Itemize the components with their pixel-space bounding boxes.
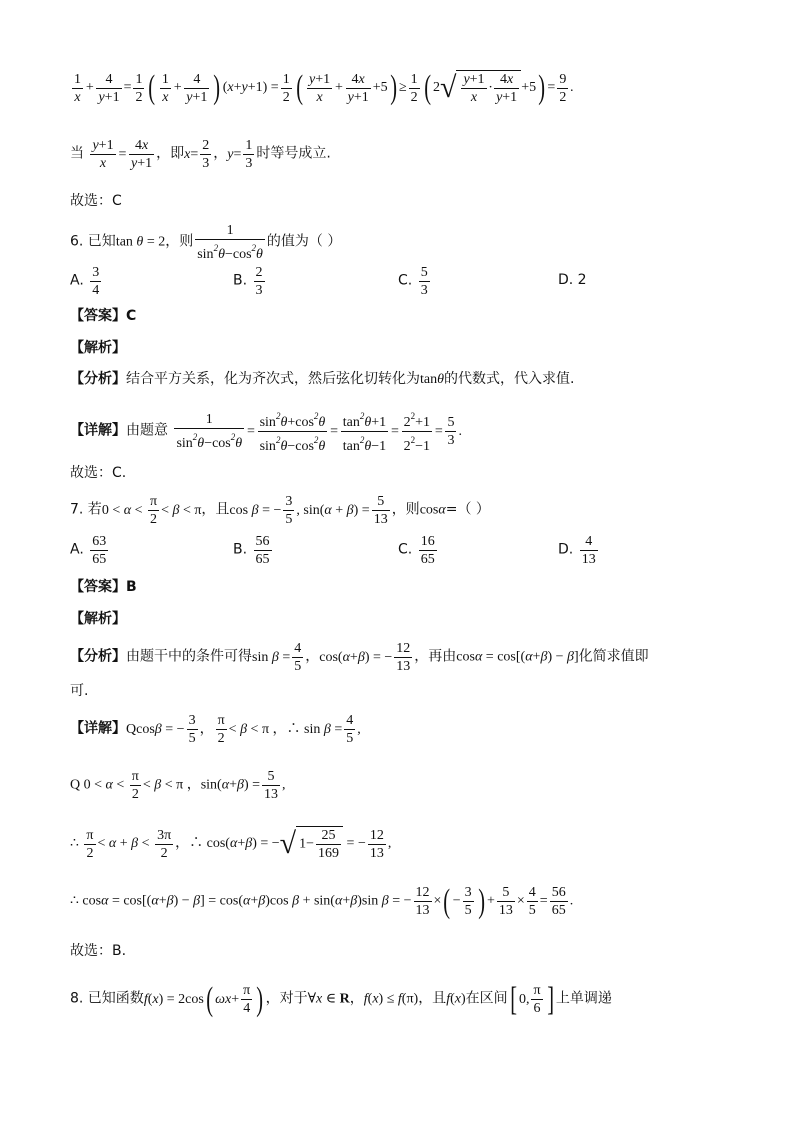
q6-detail: 【详解】由题意 $\frac{1}{\sin^2\theta-\cos^2\theta}$ = $\frac{\sin^2\theta+\cos^2\theta}{\sin^2\theta-\cos^2\theta}$ = $\frac{\tan^2\theta+1}{\tan^2\theta-1}$ = $\frac{2^2+1}{2^2-1}$ = $\frac{5}{3}$ . <box>70 408 462 455</box>
question-7: 7. 若0 < α < $\frac{\pi}{2}$ < β < π，且cos β = − $\frac{3}{5}$ , sin(α + β) = $\frac{5}{13}$ ，则cosα=（ ） <box>70 494 490 527</box>
q7-analysis: 【分析】由题干中的条件可得sin β = $\frac{4}{5}$ ，cos(α+β) = − $\frac{12}{13}$ ，再由cosα = cos[(α+β) − β]化简求值即 <box>70 641 649 674</box>
q6-option-d: D. 2 <box>558 272 587 288</box>
q6-option-c: C. $\frac{5}{3}$ <box>398 265 428 298</box>
q6-choose: 故选：C. <box>70 465 127 481</box>
q7-option-c: C. $\frac{16}{65}$ <box>398 534 435 567</box>
q7-detail-4: ∴ cosα = cos[(α+β) − β] = cos(α+β)cos β + sin(α+β)sin β = − $\frac{12}{13}$ ×( − $\frac{3}{5}$ ) + $\frac{5}{13}$ × $\frac{4}{5}$ = $\frac{56}{65}$ . <box>70 882 574 920</box>
q7-option-a: A. $\frac{63}{65}$ <box>70 534 107 567</box>
q6-option-b: B. $\frac{2}{3}$ <box>233 265 263 298</box>
q7-explanation-title: 【解析】 <box>70 611 126 627</box>
q7-choose: 故选：B. <box>70 943 127 959</box>
answer-choice-5: 故选：C <box>70 193 122 209</box>
q7-answer: 【答案】B <box>70 579 137 595</box>
q7-option-d: D. $\frac{4}{13}$ <box>558 534 596 567</box>
q7-option-b: B. $\frac{56}{65}$ <box>233 534 270 567</box>
eq-line-1: $\frac{1}{x}$ + $\frac{4}{y+1}$ = $\frac{1}{2}$ ( $\frac{1}{x}$ + $\frac{4}{y+1}$ ) (x+y+1) = $\frac{1}{2}$ ( $\frac{y+1}{x}$ + $\frac{4x}{y+1}$ +5) ≥ $\frac{1}{2}$ ( 2√ $\frac{y+1}{x}$ · $\frac{4x}{y+1}$ +5) = $\frac{9}{2}$ . <box>74 69 574 106</box>
equality-condition: 当 $\frac{y+1}{x}$ = $\frac{4x}{y+1}$ ，即x= $\frac{2}{3}$ ，y= $\frac{1}{3}$ 时等号成立. <box>70 138 331 171</box>
question-6: 6. 已知tan θ = 2，则 $\frac{1}{\sin^2\theta-\cos^2\theta}$ 的值为（ ） <box>70 223 342 262</box>
eq1-tail: . <box>570 80 574 96</box>
question-8: 8. 已知函数f(x) = 2cos( ωx+ $\frac{\pi}{4}$ ) ，对于∀x ∈ R，f(x) ≤ f(π)，且f(x)在区间[ 0, $\frac{\pi}{6}$ ] 上单调递 <box>70 980 612 1018</box>
q7-detail-2: Q 0 < α < $\frac{\pi}{2}$ < β < π ，sin(α+β) = $\frac{5}{13}$ , <box>70 769 286 802</box>
q7-analysis-cont: 可. <box>70 683 89 699</box>
q7-detail-1: 【详解】Qcosβ = − $\frac{3}{5}$ ， $\frac{\pi}{2}$ < β < π ，∴ sin β = $\frac{4}{5}$ , <box>70 713 361 746</box>
q6-answer: 【答案】C <box>70 308 137 324</box>
q7-detail-3: ∴ $\frac{\pi}{2}$ < α + β < $\frac{3\pi}{2}$ ，∴ cos(α+β) = −√ 1− $\frac{25}{169}$ = − $\frac{12}{13}$ , <box>70 827 392 861</box>
q6-option-a: A. $\frac{3}{4}$ <box>70 265 100 298</box>
q6-explanation-title: 【解析】 <box>70 340 126 356</box>
q6-analysis: 【分析】结合平方关系，化为齐次式，然后弦化切转化为tanθ的代数式，代入求值. <box>70 371 575 387</box>
